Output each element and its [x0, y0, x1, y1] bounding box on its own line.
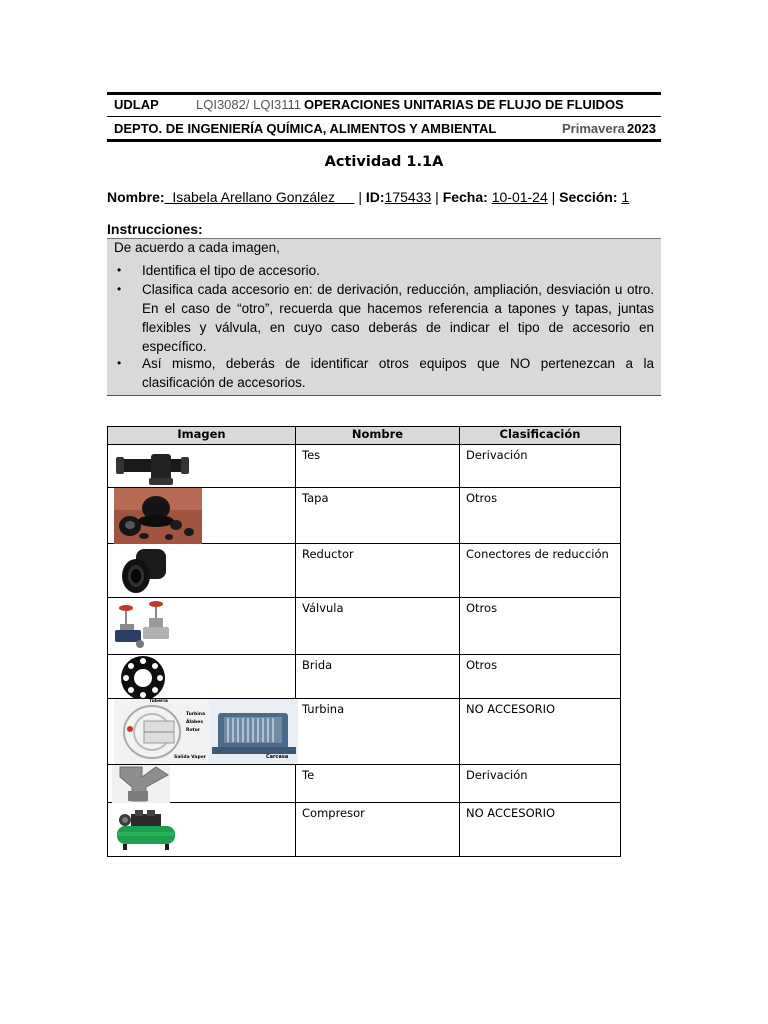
classification-cell: Otros	[460, 598, 621, 655]
name-value: Isabela Arellano González	[164, 189, 355, 205]
table-row	[108, 655, 621, 699]
name-cell: Brida	[296, 655, 460, 699]
id-label: ID:	[365, 189, 385, 205]
turbine-label: Carcasa	[266, 754, 289, 760]
name-cell: Tapa	[296, 488, 460, 544]
image-cell	[108, 655, 296, 699]
name-cell: Turbina	[296, 699, 460, 765]
instructions-heading: Instrucciones:	[107, 221, 203, 237]
flange-icon	[113, 655, 177, 703]
name-cell: Compresor	[296, 803, 460, 857]
institution: UDLAP	[114, 97, 159, 112]
table-row	[108, 445, 621, 488]
classification-cell: NO ACCESORIO	[460, 699, 621, 765]
turbine-label: Tubería	[149, 699, 168, 704]
course-code: LQI3082/ LQI3111	[196, 97, 302, 112]
image-cell	[108, 488, 296, 544]
image-cell	[108, 699, 296, 765]
column-header-class: Clasificación	[460, 427, 621, 445]
tee-pipe-icon	[113, 447, 213, 487]
table-row	[108, 765, 621, 803]
image-cell	[108, 803, 296, 857]
name-cell: Te	[296, 765, 460, 803]
date-value: 10-01-24	[491, 189, 548, 205]
student-info	[107, 189, 629, 205]
year: 2023	[627, 121, 656, 136]
section-value: 1	[621, 189, 630, 205]
turbine-label: Rotor	[186, 728, 201, 733]
turbine-label: Salida Vapor	[174, 755, 206, 760]
header-mid-rule	[107, 116, 661, 117]
cap-icon	[114, 488, 204, 544]
reducer-icon	[114, 545, 174, 597]
season: Primavera	[562, 121, 625, 136]
instructions-intro: De acuerdo a cada imagen,	[114, 240, 280, 255]
header-bottom-rule	[107, 139, 661, 142]
classification-cell: Otros	[460, 488, 621, 544]
compressor-icon	[113, 806, 179, 856]
bullet: •	[117, 356, 122, 370]
image-cell	[108, 765, 296, 803]
table-row	[108, 488, 621, 544]
header-top-rule	[107, 92, 661, 95]
date-label: Fecha:	[442, 189, 488, 205]
wye-tee-icon	[112, 765, 172, 803]
bullet: •	[117, 263, 122, 277]
image-cell	[108, 544, 296, 598]
classification-cell: Derivación	[460, 445, 621, 488]
image-cell	[108, 598, 296, 655]
turbine-label: Turbina	[186, 712, 206, 717]
name-label: Nombre:	[107, 189, 165, 205]
image-cell	[108, 445, 296, 488]
name-cell: Tes	[296, 445, 460, 488]
accessories-table	[107, 426, 621, 857]
table-row	[108, 544, 621, 598]
instruction-item: Así mismo, deberás de identificar otros equipos que NO pertenezcan a la clasificación de accesorios.	[142, 356, 654, 390]
section-label: Sección:	[559, 189, 618, 205]
column-header-name: Nombre	[296, 427, 460, 445]
separator: |	[431, 189, 443, 205]
instruction-item: Clasifica cada accesorio en: de derivación, reducción, ampliación, desviación u otro. En el caso de “otro”, recuerda que hacemos referencia a tapones y tapas, juntas flexibles y válvula, en cuyo caso deberás de indicar el tipo de accesorio en específico.	[142, 282, 654, 354]
separator: |	[354, 189, 366, 205]
id-value: 175433	[384, 189, 432, 205]
name-cell: Válvula	[296, 598, 460, 655]
table-row	[108, 803, 621, 857]
classification-cell: Otros	[460, 655, 621, 699]
column-header-image: Imagen	[108, 427, 296, 445]
valve-icon	[112, 599, 174, 655]
table-row	[108, 598, 621, 655]
instruction-item: Identifica el tipo de accesorio.	[142, 263, 320, 278]
classification-cell: Derivación	[460, 765, 621, 803]
turbine-label: Álabes	[186, 720, 204, 725]
name-cell: Reductor	[296, 544, 460, 598]
separator: |	[547, 189, 560, 205]
classification-cell: Conectores de reducción	[460, 544, 621, 598]
course-name: OPERACIONES UNITARIAS DE FLUJO DE FLUIDOS	[304, 97, 624, 112]
turbine-icon	[114, 699, 298, 764]
page-title: Actividad 1.1A	[324, 154, 444, 170]
department: DEPTO. DE INGENIERÍA QUÍMICA, ALIMENTOS Y AMBIENTAL	[114, 121, 497, 136]
table-header-row	[108, 427, 621, 445]
bullet: •	[117, 282, 122, 296]
table-row	[108, 699, 621, 765]
instructions-box	[107, 238, 661, 396]
classification-cell: NO ACCESORIO	[460, 803, 621, 857]
